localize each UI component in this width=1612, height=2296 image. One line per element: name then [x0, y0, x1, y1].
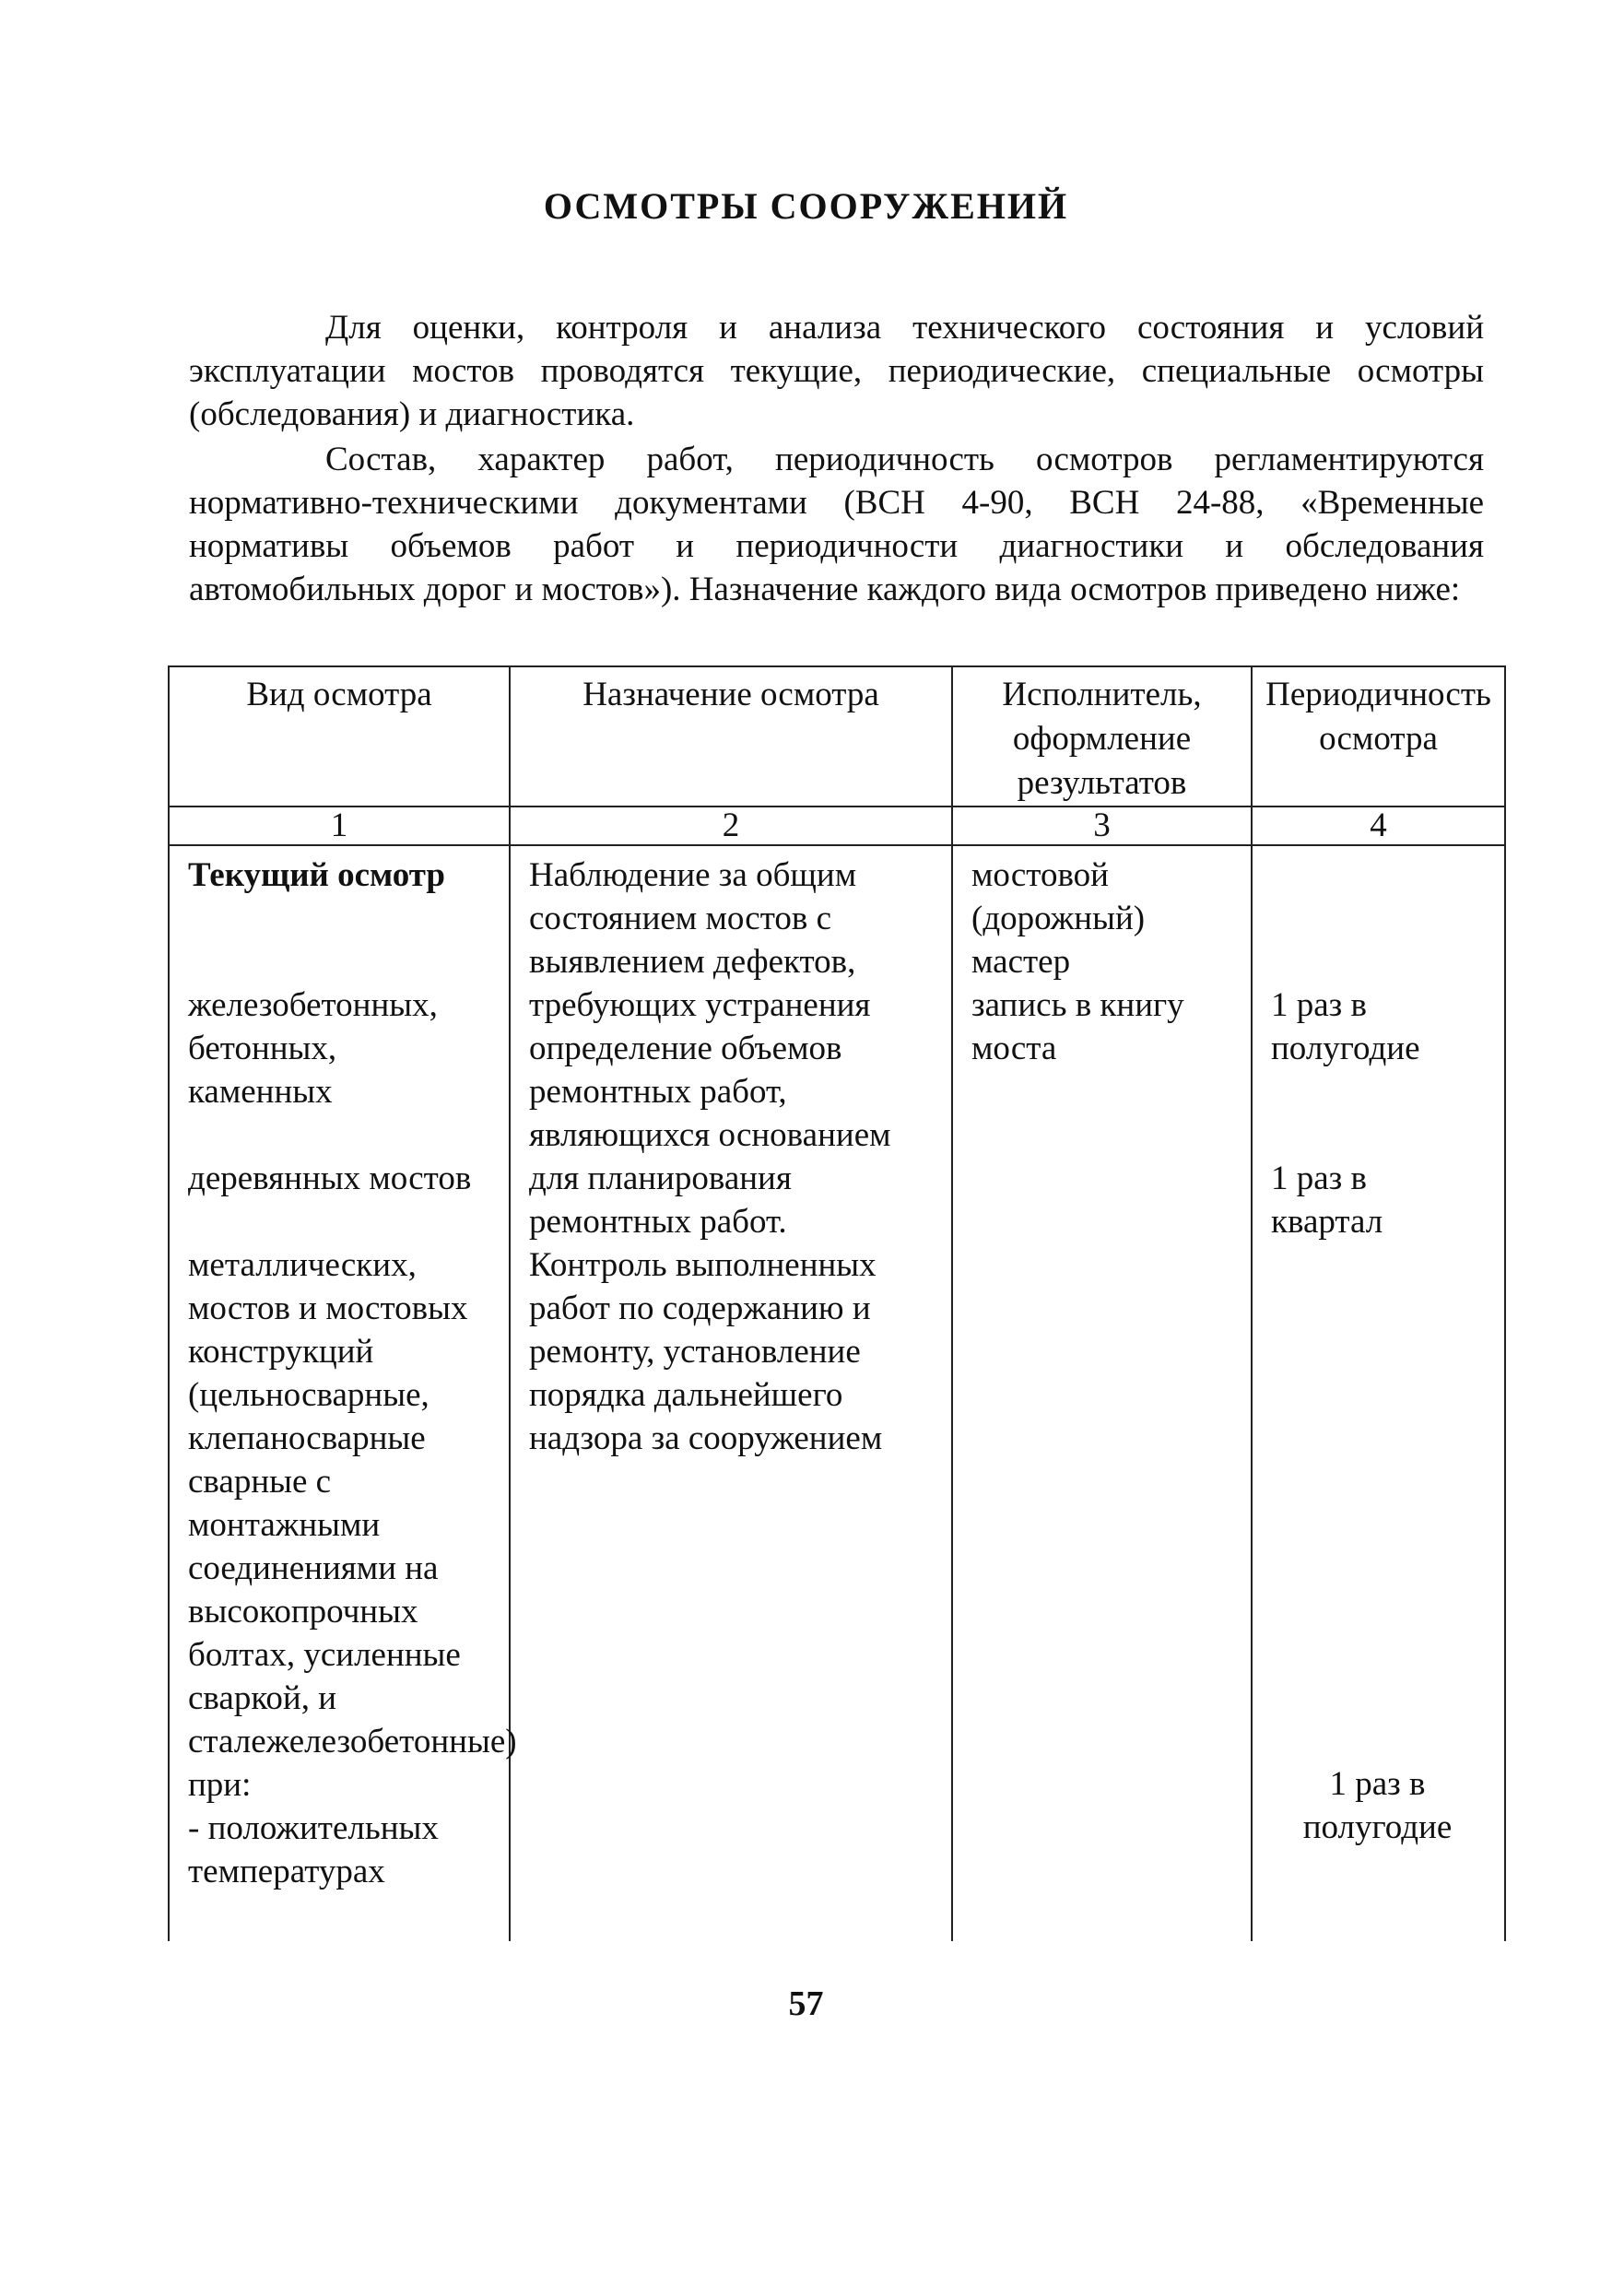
intro-paragraph: Для оценки, контроля и анализа технического состояния и условий эксплуатации мостов проводятся текущие, периодические, специальные осмотры (обследования) и диагностика.	[189, 309, 1484, 433]
table-row	[169, 845, 1505, 1941]
positive-temperatures-item: - положительных температурах	[188, 1809, 439, 1890]
periodicity-concrete: 1 раз в полугодие	[1271, 986, 1420, 1067]
header-periodicity: Периодичность осмотра	[1252, 666, 1505, 807]
purpose-text: Наблюдение за общим состоянием мостов с выявлением дефектов, требующих устранения определение объемов ремонтных работ, являющихся основанием для планирования ремонтных работ. Контроль выполненных работ по содержанию и ремонту, установление порядка дальнейшего надзора за сооружением	[529, 856, 891, 1457]
record-text: запись в книгу моста	[971, 986, 1184, 1067]
inspection-table	[168, 665, 1506, 1941]
composition-paragraph: Состав, характер работ, периодичность осмотров регламентируются нормативно-техническими документами (ВСН 4-90, ВСН 24-88, «Временные нормативы объемов работ и периодичности диагностики и обследования автомобильных дорог и мостов»). Назначение каждого вида осмотров приведено ниже:	[189, 441, 1484, 608]
periodicity-wooden: 1 раз в квартал	[1271, 1160, 1383, 1241]
concrete-bridges-item: железобетонных, бетонных, каменных	[188, 986, 438, 1111]
header-inspection-type: Вид осмотра	[169, 666, 510, 807]
inspection-type-cell	[169, 845, 517, 1941]
column-number: 3	[952, 807, 1252, 845]
executor-text: мостовой (дорожный) мастер	[971, 856, 1146, 981]
wooden-bridges-item: деревянных мостов	[188, 1160, 472, 1197]
periodicity-metal: 1 раз в полугодие	[1302, 1765, 1453, 1846]
table-header-row	[169, 666, 1505, 807]
column-number: 2	[510, 807, 952, 845]
purpose-cell	[510, 845, 952, 1941]
page-title: ОСМОТРЫ СООРУЖЕНИЙ	[543, 185, 1069, 227]
page-number: 57	[788, 1984, 824, 2023]
column-number: 1	[169, 807, 510, 845]
current-inspection-heading: Текущий осмотр	[188, 856, 445, 894]
header-executor: Исполнитель, оформление результатов	[952, 666, 1252, 807]
column-number-row	[169, 807, 1505, 845]
column-number: 4	[1252, 807, 1505, 845]
periodicity-cell	[1252, 845, 1505, 1941]
metal-bridges-item: металлических, мостов и мостовых конструкций (цельносварные, клепаносварные сварные с монтажными соединениями на высокопрочных болтах, усиленные сваркой, и сталежелезобетонные) при:	[188, 1246, 517, 1804]
header-purpose: Назначение осмотра	[510, 666, 952, 807]
executor-cell	[952, 845, 1252, 1941]
